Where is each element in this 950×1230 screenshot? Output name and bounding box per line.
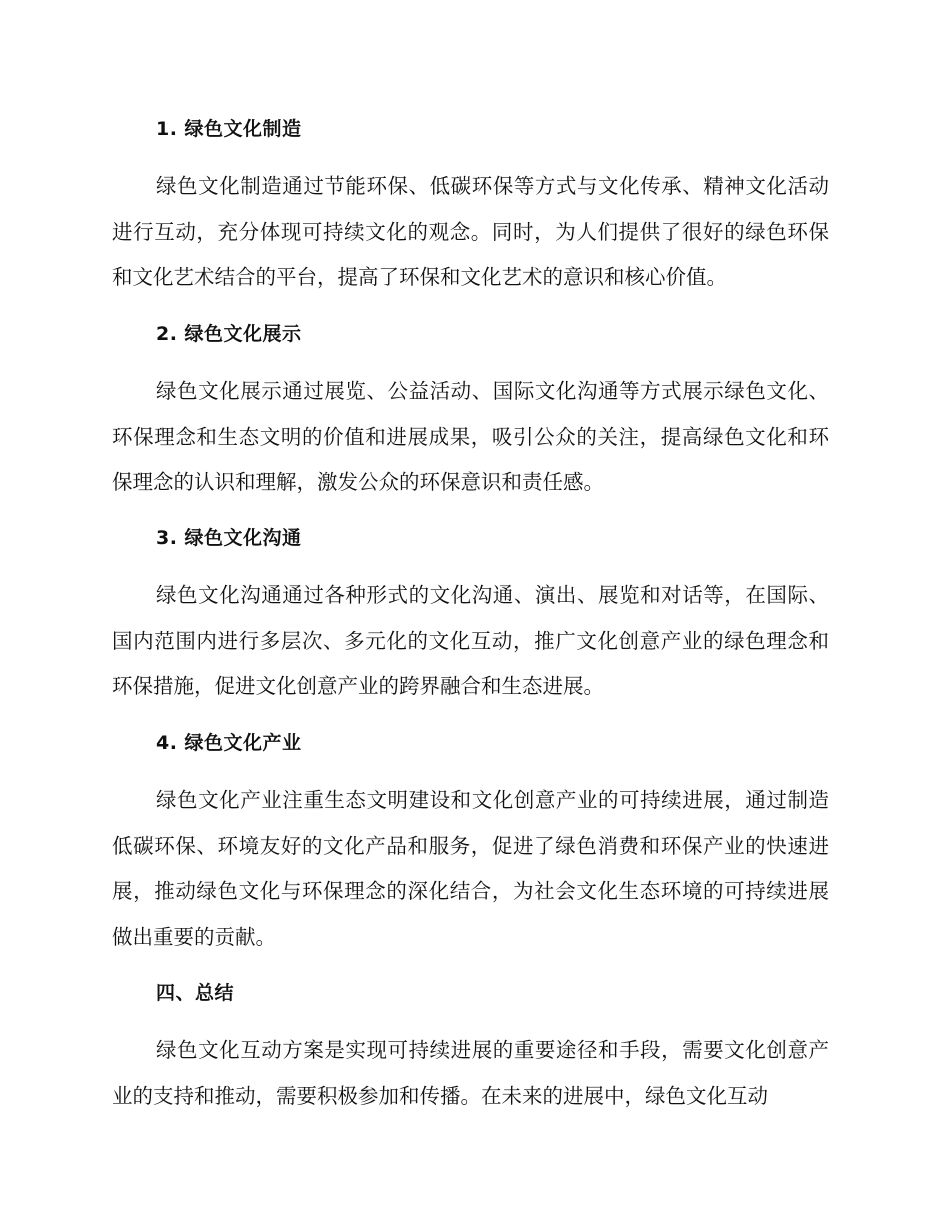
- section-body-2: 绿色文化展示通过展览、公益活动、国际文化沟通等方式展示绿色文化、环保理念和生态文明的价值和进展成果，吸引公众的关注，提高绿色文化和环保理念的认识和理解，激发公众的环保意识和责任感。: [112, 379, 829, 494]
- section-heading-4: 4. 绿色文化产业: [156, 732, 302, 754]
- section-heading-1: 1. 绿色文化制造: [156, 118, 302, 140]
- section-body-4: 绿色文化产业注重生态文明建设和文化创意产业的可持续进展，通过制造低碳环保、环境友好的文化产品和服务，促进了绿色消费和环保产业的快速进展，推动绿色文化与环保理念的深化结合，为社会文化生态环境的可持续进展做出重要的贡献。: [112, 788, 829, 949]
- summary-body: 绿色文化互动方案是实现可持续进展的重要途径和手段，需要文化创意产业的支持和推动，需要积极参加和传播。在未来的进展中，绿色文化互动: [112, 1038, 829, 1108]
- section-body-3: 绿色文化沟通通过各种形式的文化沟通、演出、展览和对话等，在国际、国内范围内进行多层次、多元化的文化互动，推广文化创意产业的绿色理念和环保措施，促进文化创意产业的跨界融合和生态进展。: [112, 583, 829, 698]
- section-heading-3: 3. 绿色文化沟通: [156, 527, 302, 549]
- section-body-1: 绿色文化制造通过节能环保、低碳环保等方式与文化传承、精神文化活动进行互动，充分体现可持续文化的观念。同时，为人们提供了很好的绿色环保和文化艺术结合的平台，提高了环保和文化艺术的意识和核心价值。: [112, 174, 829, 289]
- summary-heading: 四、总结: [156, 982, 235, 1004]
- section-heading-2: 2. 绿色文化展示: [156, 323, 302, 345]
